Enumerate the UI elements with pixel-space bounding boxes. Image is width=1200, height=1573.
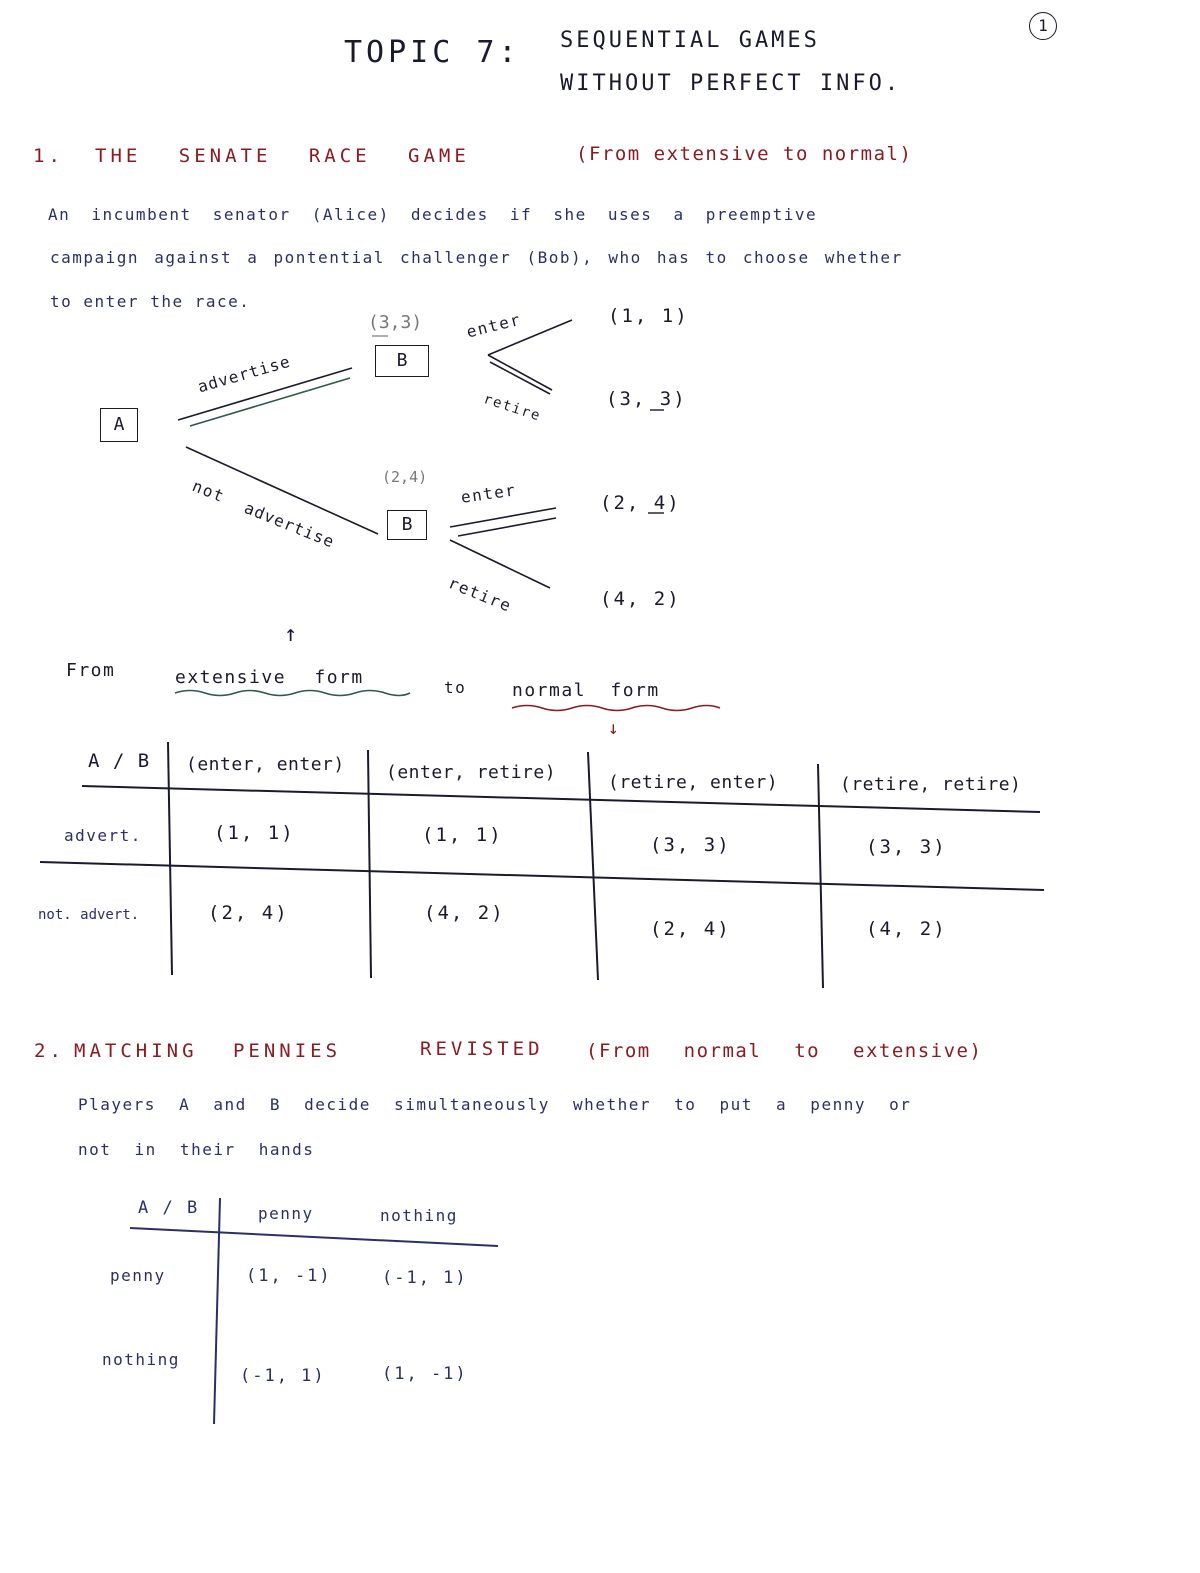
label-bottom-retire: retire <box>445 573 515 616</box>
payoff-bottom-enter: (2, 4) <box>600 492 681 514</box>
section2-title-revisted: REVISTED <box>420 1038 544 1060</box>
table1-col-rule2 <box>368 750 371 978</box>
extensive-form-label: extensive form <box>175 667 364 688</box>
table1-cell-2-3: (2, 4) <box>650 918 731 940</box>
top-node-value: (3,3) <box>368 312 423 333</box>
table1-col-header-4: (retire, retire) <box>840 774 1022 795</box>
table1-cell-2-4: (4, 2) <box>866 918 947 940</box>
table1-col-rule1 <box>168 742 172 975</box>
label-top-retire: retire <box>481 391 543 425</box>
table1-cell-1-1: (1, 1) <box>214 822 295 844</box>
table1-col-header-3: (retire, enter) <box>608 772 779 793</box>
table1-corner: A / B <box>88 750 151 772</box>
table2-corner: A / B <box>138 1198 200 1218</box>
payoff-bottom-retire: (4, 2) <box>600 588 681 610</box>
page-number: 1 <box>1029 12 1057 40</box>
section2-description-line2: not in their hands <box>78 1140 315 1159</box>
down-arrow-icon: ↓ <box>608 718 619 739</box>
section2-number: 2. <box>34 1040 65 1062</box>
label-advertise: advertise <box>195 351 293 397</box>
node-bob-bottom: B <box>387 510 427 540</box>
to-label: to <box>444 678 467 697</box>
table2-cell-1-2: (-1, 1) <box>382 1268 468 1288</box>
table1-row-rule <box>40 862 1044 890</box>
normal-form-label: normal form <box>512 680 660 701</box>
table1-row-label-1: advert. <box>64 826 142 845</box>
table1-col-header-1: (enter, enter) <box>186 754 345 775</box>
section1-number: 1. <box>33 145 64 167</box>
table1-cell-2-1: (2, 4) <box>208 902 289 924</box>
topic-label: TOPIC 7: <box>344 35 521 70</box>
payoff-top-enter: (1, 1) <box>608 305 689 327</box>
table1-row-label-2: not. advert. <box>38 907 140 923</box>
table1-cell-1-3: (3, 3) <box>650 834 731 856</box>
bottom-node-value: (2,4) <box>382 468 428 486</box>
branch-top-retire-underline <box>490 362 550 394</box>
section1-description-line3: to enter the race. <box>50 292 251 311</box>
table2-header-rule <box>130 1228 498 1246</box>
table1-cell-1-4: (3, 3) <box>866 836 947 858</box>
section1-description-line1: An incumbent senator (Alice) decides if she uses a preemptive <box>48 205 818 224</box>
label-not-advertise: advertise <box>241 498 338 552</box>
table1-cell-1-2: (1, 1) <box>422 824 503 846</box>
table1-col-rule4 <box>818 764 823 988</box>
root-node-alice: A <box>100 408 138 442</box>
table1-col-header-2: (enter, retire) <box>386 762 557 783</box>
page-title-line2: WITHOUT PERFECT INFO. <box>560 71 902 96</box>
table2-col-header-1: penny <box>258 1204 314 1223</box>
table1-cell-2-2: (4, 2) <box>424 902 505 924</box>
branch-bottom-enter-underline <box>458 518 556 536</box>
branch-bottom-enter-line <box>450 508 556 527</box>
section2-description-line1: Players A and B decide simultaneously whether to put a penny or <box>78 1095 912 1114</box>
section2-subtitle: (From normal to extensive) <box>586 1040 983 1062</box>
branch-top-retire-line <box>488 355 552 390</box>
payoff-top-retire: (3, 3) <box>606 388 687 410</box>
table2-row-label-2: nothing <box>102 1350 180 1369</box>
table2-col-header-2: nothing <box>380 1206 458 1225</box>
section1-title: THE SENATE RACE GAME <box>95 145 470 167</box>
from-label: From <box>66 660 116 681</box>
label-bottom-enter: enter <box>459 480 518 507</box>
table1-col-rule3 <box>588 752 598 980</box>
table2-cell-2-2: (1, -1) <box>382 1364 468 1384</box>
extensive-form-underline <box>175 691 410 696</box>
label-not: not <box>189 476 228 507</box>
table2-row-label-1: penny <box>110 1266 166 1285</box>
section1-description-line2: campaign against a pontential challenger (Bob), who has to choose whether <box>50 248 903 267</box>
section2-title: MATCHING PENNIES <box>74 1040 342 1062</box>
normal-form-underline <box>512 706 720 711</box>
page-title-line1: SEQUENTIAL GAMES <box>560 28 820 53</box>
table2-cell-2-1: (-1, 1) <box>240 1366 326 1386</box>
label-top-enter: enter <box>464 309 524 342</box>
up-arrow-icon: ↑ <box>284 622 298 647</box>
table2-cell-1-1: (1, -1) <box>246 1266 332 1286</box>
node-bob-top: B <box>375 345 429 377</box>
section1-subtitle: (From extensive to normal) <box>576 143 913 165</box>
